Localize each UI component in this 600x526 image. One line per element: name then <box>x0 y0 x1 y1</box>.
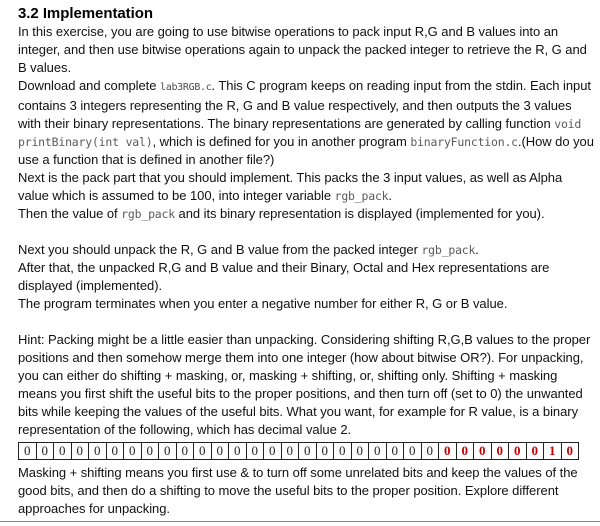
download-text-1: Download and complete <box>18 78 160 93</box>
masking-paragraph: Masking + shifting means you first use & to turn off some unrelated bits and keep the values of the good bits, and then do a shifting to move the useful bits to the proper position. Explore different approaches for unpacking. <box>18 465 578 516</box>
bit-cell: 0 <box>107 442 125 460</box>
unpack-paragraph <box>18 241 596 259</box>
binary-bit-table <box>18 442 579 460</box>
unpack-text-1: Next you should unpack the R, G and B value from the packed integer <box>18 242 422 257</box>
bit-cell: 0 <box>124 442 142 460</box>
bit-cell: 0 <box>457 442 475 460</box>
pack-text-1: Next is the pack part that you should implement. This packs the 3 input values, as well as Alpha value which is assumed to be 100, into integer variable <box>18 170 563 203</box>
display-text-1: Then the value of <box>18 206 122 221</box>
download-text-4: .(How do you use a function that is defined in another file?) <box>18 134 594 167</box>
intro-paragraph: In this exercise, you are going to use bitwise operations to pack input R,G and B values into an integer, and then use bitwise operations again to unpack the packed integer to retrieve the R, G and B values. <box>18 24 587 75</box>
bit-cell: 0 <box>334 442 352 460</box>
bit-cell: 1 <box>544 442 562 460</box>
bit-cell: 0 <box>54 442 72 460</box>
variable-rgb-pack: rgb_pack <box>421 243 476 257</box>
bit-cell: 0 <box>527 442 545 460</box>
hint-paragraph: Hint: Packing might be a little easier than unpacking. Considering shifting R,G,B values to the proper positions and then somehow merge them into one integer (how about bitwise OR?). For unpacking, you can either do shifting + masking, or, masking + shifting, or, shifting only. Shifting + masking means you first shift the useful bits to the proper positions, and then turn off (set to 0) the unwanted bits while keeping the values of the useful bits. What you want, for example for R value, is a binary representation of the following, which has decimal value 2. <box>18 332 591 437</box>
variable-rgb-pack: rgb_pack <box>121 207 175 221</box>
bit-cell: 0 <box>142 442 160 460</box>
paragraph-gap <box>18 223 596 241</box>
bit-cell: 0 <box>317 442 335 460</box>
bit-cell: 0 <box>369 442 387 460</box>
bit-cell: 0 <box>439 442 457 460</box>
download-text-2: . This C program keeps on reading input from the stdin. Each input contains 3 integers representing the R, G and B value respectively, and then outputs the 3 values with their binary representations. The binary representations are generated by calling function <box>18 78 591 131</box>
bit-cell: 0 <box>247 442 265 460</box>
bit-cell: 0 <box>422 442 440 460</box>
bit-cell: 0 <box>299 442 317 460</box>
file-name-lab3rgb: lab3RGB.c <box>160 82 212 93</box>
bit-cell: 0 <box>212 442 230 460</box>
terminate-paragraph: The program terminates when you enter a negative number for either R, G or B value. <box>18 296 508 311</box>
bit-cell: 0 <box>194 442 212 460</box>
bit-cell: 0 <box>474 442 492 460</box>
unpack-text-2: . <box>475 242 479 257</box>
bit-cell: 0 <box>387 442 405 460</box>
bit-cell: 0 <box>72 442 90 460</box>
bit-cell: 0 <box>19 442 37 460</box>
display-paragraph <box>18 205 596 223</box>
download-text-3: , which is defined for you in another program <box>152 134 411 149</box>
bit-cell: 0 <box>562 442 580 460</box>
paragraph-gap <box>18 313 596 331</box>
variable-rgb-pack: rgb_pack <box>334 189 389 203</box>
bottom-rule <box>0 521 600 522</box>
after-unpack-paragraph: After that, the unpacked R,G and B value and their Binary, Octal and Hex representations are displayed (implemented). <box>18 260 550 293</box>
bit-cell: 0 <box>282 442 300 460</box>
bit-cell: 0 <box>89 442 107 460</box>
bit-cell: 0 <box>229 442 247 460</box>
bit-cell: 0 <box>404 442 422 460</box>
display-text-2: and its binary representation is displayed (implemented for you). <box>174 206 545 221</box>
bit-cell: 0 <box>264 442 282 460</box>
bit-cell: 0 <box>509 442 527 460</box>
file-name-binaryfunction: binaryFunction.c <box>410 135 518 149</box>
function-signature-printbinary: void printBinary(int val) <box>18 117 582 149</box>
section-heading: 3.2 Implementation <box>18 5 153 22</box>
bit-cell: 0 <box>177 442 195 460</box>
pack-paragraph <box>18 169 596 205</box>
pack-text-2: . <box>388 188 392 203</box>
download-paragraph <box>18 77 596 169</box>
bit-cell: 0 <box>492 442 510 460</box>
bit-cell: 0 <box>159 442 177 460</box>
bit-cell: 0 <box>37 442 55 460</box>
document-body <box>18 4 596 518</box>
bit-cell: 0 <box>352 442 370 460</box>
